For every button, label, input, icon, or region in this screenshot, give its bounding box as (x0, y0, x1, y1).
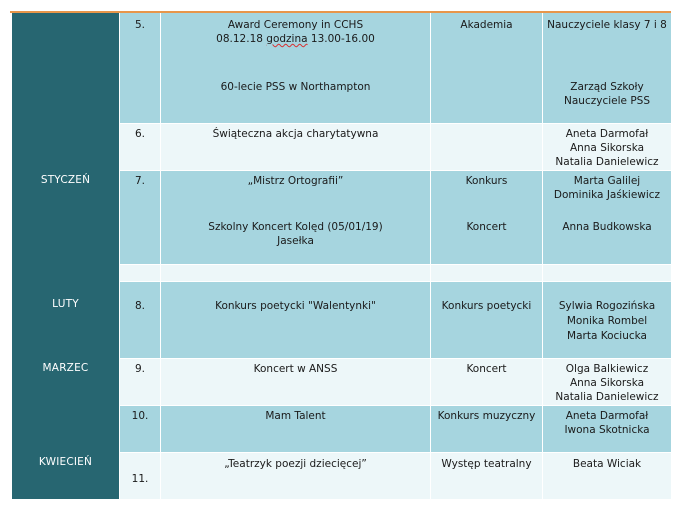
event-title: „Mistrz Ortografii” (247, 175, 344, 187)
row-number: 5. (134, 19, 146, 31)
person-name: Natalia Danielewicz (555, 156, 659, 168)
event-time: 13.00-16.00 (310, 33, 375, 45)
row-number: 11. (131, 473, 149, 485)
person-name: Dominika Jaśkiewicz (553, 189, 661, 201)
person-name: Olga Balkiewicz (565, 363, 649, 375)
row-number: 7. (134, 175, 146, 187)
event-people-secondary (543, 80, 671, 108)
person-name: Nauczyciele PSS (564, 95, 650, 107)
row-number: 6. (134, 128, 146, 140)
month-label-luty: LUTY (52, 298, 79, 310)
person-name: Marta Kociucka (567, 330, 647, 342)
event-type: Konkurs (465, 175, 508, 187)
person-name: Beata Wiciak (572, 458, 642, 470)
person-name: Nauczyciele klasy 7 i 8 (547, 19, 667, 31)
month-label-marzec: MARZEC (42, 362, 89, 374)
event-line: Szkolny Koncert Kolęd (05/01/19) (208, 221, 383, 233)
event-title (161, 18, 430, 46)
event-date-line (161, 32, 430, 46)
table-row-spacer (120, 265, 671, 281)
month-label-styczen: STYCZEŃ (40, 174, 91, 186)
event-people (543, 362, 671, 404)
event-type: Konkurs poetycki (441, 300, 532, 312)
person-name: Zarząd Szkoły (570, 81, 644, 93)
event-people (543, 409, 671, 437)
month-label-kwiecien: KWIECIEŃ (38, 456, 93, 468)
event-line: Jasełka (277, 235, 314, 247)
event-people (543, 127, 671, 169)
event-people-secondary (543, 220, 671, 234)
event-title-secondary: 60-lecie PSS w Northampton (220, 81, 371, 93)
month-sidebar (12, 13, 119, 499)
person-name: Marta Galilej (573, 175, 641, 187)
event-title: Konkurs poetycki "Walentynki" (215, 300, 376, 312)
event-title: „Teatrzyk poezji dziecięcej” (224, 458, 367, 470)
event-title-secondary (161, 220, 430, 248)
event-title: Koncert w ANSS (253, 363, 338, 375)
event-people (543, 174, 671, 202)
person-name: Sylwia Rogozińska (558, 300, 656, 312)
person-name: Iwona Skotnicka (564, 424, 650, 436)
person-name: Anna Sikorska (569, 142, 645, 154)
event-people (543, 299, 671, 344)
event-type: Akademia (460, 19, 513, 31)
event-type: Koncert (466, 363, 507, 375)
row-number: 10. (131, 410, 149, 422)
person-name: Aneta Darmofał (565, 410, 649, 422)
event-date: 08.12.18 (216, 33, 263, 45)
event-type: Występ teatralny (441, 458, 532, 470)
event-title: Świąteczna akcja charytatywna (212, 128, 379, 140)
event-people (543, 457, 671, 471)
person-name: Monika Rombel (566, 315, 648, 327)
row-number: 9. (134, 363, 146, 375)
row-number: 8. (134, 300, 146, 312)
event-type-secondary: Koncert (466, 221, 507, 233)
event-line: Award Ceremony in CCHS (227, 19, 364, 31)
person-name: Aneta Darmofał (565, 128, 649, 140)
event-hour-label: godzina (266, 33, 308, 45)
column-divider (430, 13, 431, 499)
person-name: Anna Budkowska (562, 221, 652, 233)
event-title: Mam Talent (265, 410, 326, 422)
event-type: Konkurs muzyczny (437, 410, 536, 422)
person-name: Natalia Danielewicz (555, 391, 659, 403)
event-people (543, 18, 671, 32)
person-name: Anna Sikorska (569, 377, 645, 389)
